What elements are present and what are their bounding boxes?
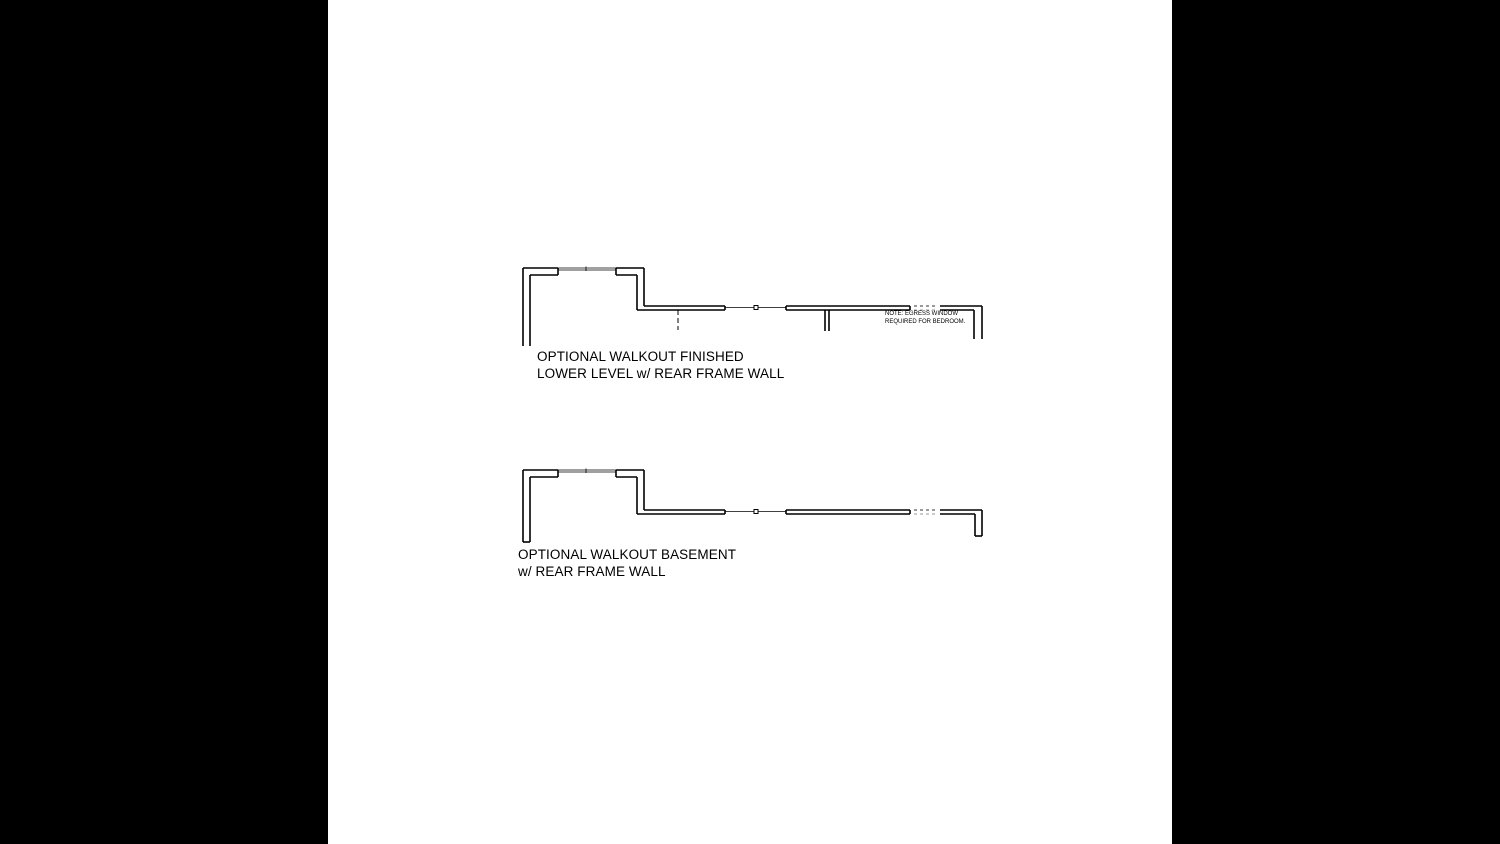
egress-note bbox=[885, 311, 965, 326]
egress-note-line-1: NOTE: EGRESS WINDOW bbox=[885, 311, 959, 317]
post bbox=[754, 510, 758, 514]
caption-line-2: w/ REAR FRAME WALL bbox=[518, 563, 666, 579]
plan-finished-lower-level bbox=[523, 267, 982, 347]
plan-caption-finished-lower-level bbox=[537, 349, 784, 382]
plan-walkout-basement bbox=[523, 469, 982, 543]
sliding-door bbox=[558, 267, 616, 272]
post bbox=[754, 306, 758, 310]
floor-plan-drawing bbox=[328, 0, 1172, 844]
caption-line-2: LOWER LEVEL w/ REAR FRAME WALL bbox=[537, 365, 785, 381]
caption-line-1: OPTIONAL WALKOUT BASEMENT bbox=[518, 547, 737, 562]
caption-line-1: OPTIONAL WALKOUT FINISHED bbox=[537, 349, 744, 364]
plan-caption-walkout-basement bbox=[518, 547, 736, 580]
sliding-door bbox=[558, 469, 616, 474]
egress-note-line-2: REQUIRED FOR BEDROOM. bbox=[885, 318, 966, 325]
floor-plan-sheet bbox=[328, 0, 1172, 844]
